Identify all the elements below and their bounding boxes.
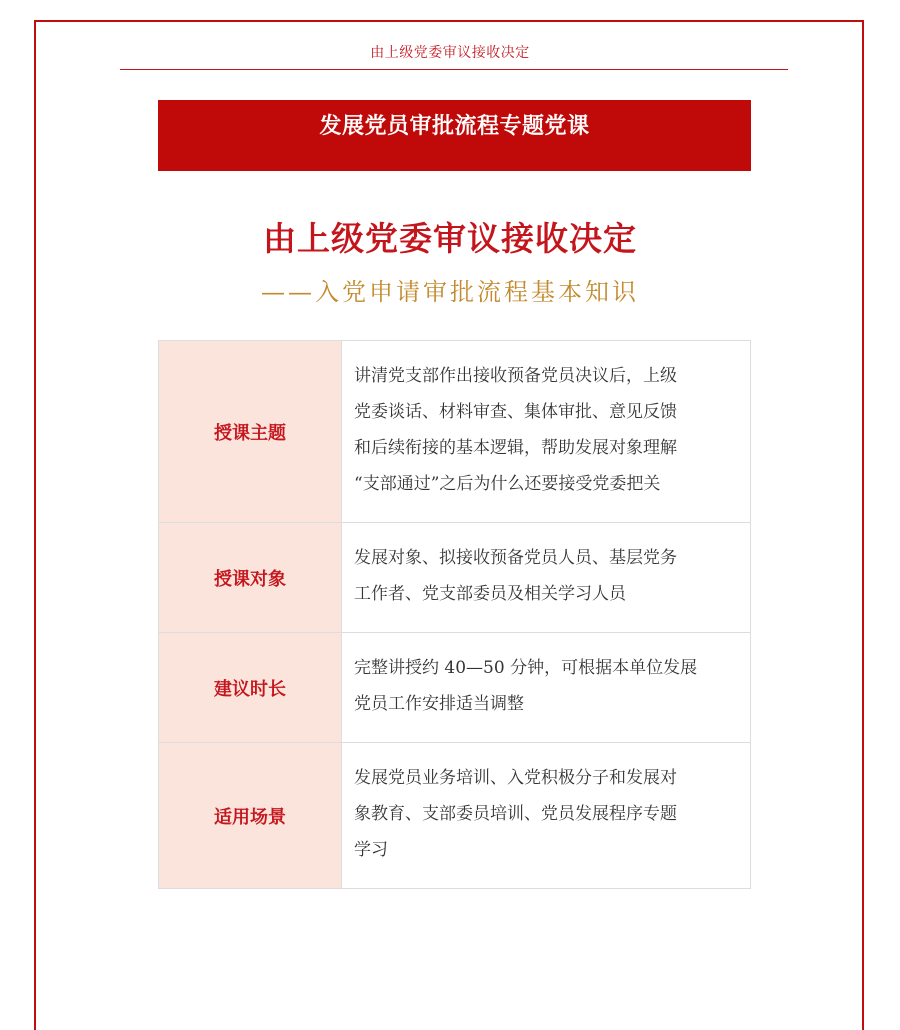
row-value [342,633,751,743]
course-info-table [158,340,751,889]
course-banner [158,100,751,171]
value-line: 学习 [354,840,388,860]
table-row [159,341,751,523]
row-label: 建议时长 [159,633,342,743]
value-line: 工作者、党支部委员及相关学习人员 [354,584,626,604]
value-line: 象教育、支部委员培训、党员发展程序专题 [354,804,677,824]
table-row [159,743,751,889]
row-value [342,341,751,523]
main-title: 由上级党委审议接收决定 [263,219,637,258]
value-line: 和后续衔接的基本逻辑，帮助发展对象理解 [354,438,677,458]
header-small-title: 由上级党委审议接收决定 [370,45,530,61]
banner-text: 发展党员审批流程专题党课 [319,114,590,139]
row-label: 授课主题 [159,341,342,523]
sub-title: ——入党申请审批流程基本知识 [261,278,639,306]
table-row [159,633,751,743]
value-line: 党委谈话、材料审查、集体审批、意见反馈 [354,402,677,422]
row-label: 授课对象 [159,523,342,633]
value-line: 讲清党支部作出接收预备党员决议后，上级 [354,366,677,386]
value-line: 党员工作安排适当调整 [354,694,524,714]
value-line: 发展党员业务培训、入党积极分子和发展对 [354,768,677,788]
value-line: “支部通过”之后为什么还要接受党委把关 [354,474,661,494]
header-divider [120,69,788,70]
table-row [159,523,751,633]
value-line: 发展对象、拟接收预备党员人员、基层党务 [354,548,677,568]
value-line: 完整讲授约 40—50 分钟，可根据本单位发展 [354,658,698,678]
row-value [342,743,751,889]
row-value [342,523,751,633]
row-label: 适用场景 [159,743,342,889]
